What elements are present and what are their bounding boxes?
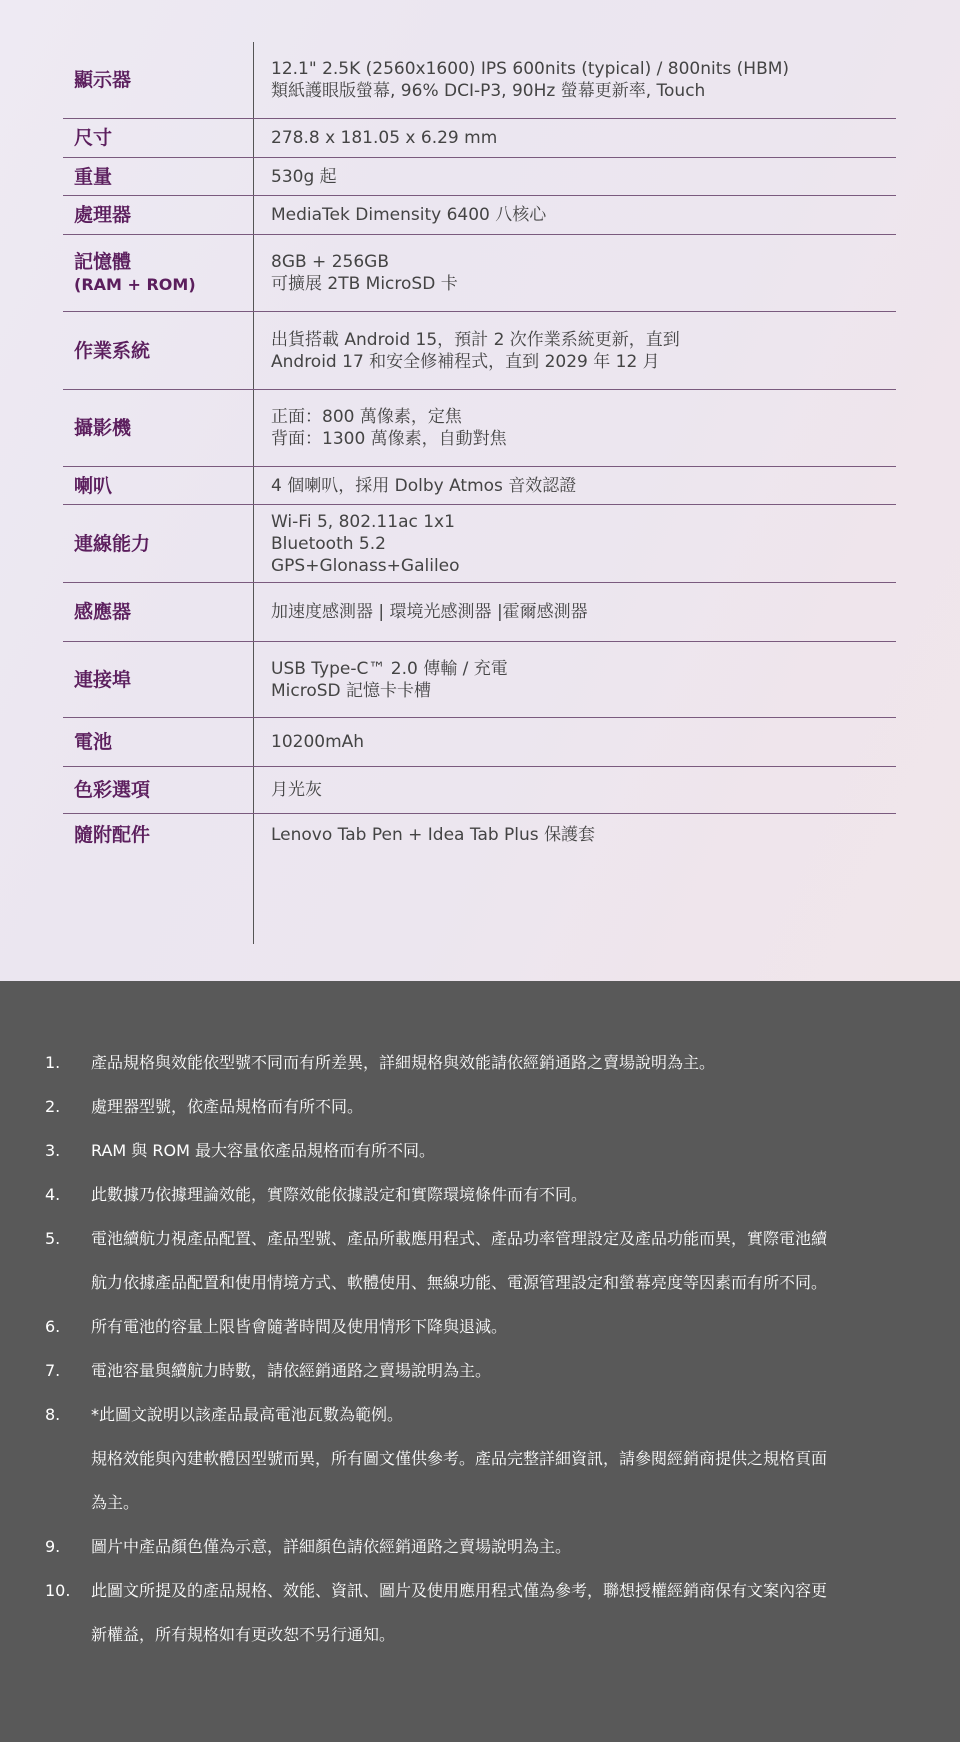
note-text: 此圖文所提及的產品規格、效能、資訊、圖片及使用應用程式僅為參考，聯想授權經銷商保有文案內容更 — [91, 1581, 828, 1600]
note-number: 2. — [45, 1097, 61, 1116]
note-text: 此數據乃依據理論效能，實際效能依據設定和實際環境條件而有不同。 — [91, 1185, 588, 1204]
spec-label — [63, 196, 253, 234]
spec-value — [253, 767, 896, 813]
note-text: 所有電池的容量上限皆會隨著時間及使用情形下降與退減。 — [91, 1317, 508, 1336]
note-text: 為主。 — [91, 1493, 140, 1512]
spec-label-text: 連接埠 — [74, 668, 132, 691]
spec-label-text: 感應器 — [74, 601, 132, 623]
note-number: 6. — [45, 1317, 61, 1336]
spec-label — [63, 390, 253, 466]
note-item — [45, 1349, 925, 1393]
spec-label-text: 重量 — [74, 165, 113, 188]
spec-row — [63, 467, 896, 505]
spec-value — [253, 158, 896, 195]
spec-value-line: Android 17 和安全修補程式，直到 2029 年 12 月 — [271, 351, 660, 372]
spec-label — [63, 235, 253, 311]
note-number: 8. — [45, 1405, 61, 1424]
note-number: 4. — [45, 1185, 61, 1204]
spec-row — [63, 119, 896, 158]
spec-label — [63, 312, 253, 389]
spec-value-line: Bluetooth 5.2 — [271, 533, 386, 554]
notes-list — [45, 1041, 925, 1657]
note-item — [45, 1569, 925, 1613]
spec-value-line: Lenovo Tab Pen + Idea Tab Plus 保護套 — [271, 825, 596, 845]
spec-value-line: 類紙護眼版螢幕, 96% DCI-P3, 90Hz 螢幕更新率, Touch — [271, 81, 706, 101]
note-number — [45, 1481, 91, 1525]
note-number — [45, 1437, 91, 1481]
note-text: 圖片中產品顏色僅為示意，詳細顏色請依經銷通路之賣場說明為主。 — [91, 1537, 572, 1556]
spec-label-text: 作業系統 — [74, 339, 151, 362]
spec-row — [63, 583, 896, 642]
spec-table — [63, 42, 896, 856]
notes-section — [0, 981, 960, 1742]
note-item — [45, 1393, 925, 1437]
note-item — [45, 1041, 925, 1085]
note-text: RAM 與 ROM 最大容量依產品規格而有所不同。 — [91, 1141, 435, 1160]
spec-label-text: 喇叭 — [74, 474, 113, 497]
spec-label-text: 記憶體 — [74, 251, 132, 273]
spec-value-line: 加速度感測器 | 環境光感測器 |霍爾感測器 — [271, 602, 588, 622]
spec-row — [63, 158, 896, 196]
note-item — [45, 1129, 925, 1173]
note-text: 電池容量與續航力時數，請依經銷通路之賣場說明為主。 — [91, 1361, 492, 1380]
spec-value-line: 4 個喇叭，採用 Dolby Atmos 音效認證 — [271, 475, 577, 496]
note-number: 9. — [45, 1537, 61, 1556]
spec-value — [253, 814, 896, 856]
spec-value — [253, 312, 896, 389]
note-text: 航力依據產品配置和使用情境方式、軟體使用、無線功能、電源管理設定和螢幕亮度等因素而有所不同。 — [91, 1273, 828, 1292]
spec-value — [253, 119, 896, 157]
note-item — [45, 1613, 925, 1657]
spec-value — [253, 42, 896, 118]
spec-label — [63, 467, 253, 504]
spec-value-line: 可擴展 2TB MicroSD 卡 — [271, 274, 458, 294]
spec-value-line: 10200mAh — [271, 732, 365, 752]
note-item — [45, 1173, 925, 1217]
note-number — [45, 1613, 91, 1657]
spec-value — [253, 196, 896, 234]
spec-value-line: 月光灰 — [271, 780, 322, 800]
spec-row — [63, 42, 896, 119]
note-number — [45, 1261, 91, 1305]
spec-label-text: 顯示器 — [74, 69, 132, 91]
spec-value-line: 530g 起 — [271, 166, 337, 187]
spec-label — [63, 767, 253, 813]
spec-value — [253, 467, 896, 504]
note-number: 5. — [45, 1229, 61, 1248]
spec-label — [63, 583, 253, 641]
spec-value — [253, 390, 896, 466]
spec-row — [63, 718, 896, 767]
spec-row — [63, 767, 896, 814]
note-text: 新權益，所有規格如有更改恕不另行通知。 — [91, 1625, 396, 1644]
note-item — [45, 1217, 925, 1261]
note-item — [45, 1085, 925, 1129]
note-text: 規格效能與內建軟體因型號而異，所有圖文僅供參考。產品完整詳細資訊，請參閱經銷商提供之規格頁面 — [91, 1449, 828, 1468]
spec-value-line: MicroSD 記憶卡卡槽 — [271, 680, 432, 701]
spec-row — [63, 642, 896, 718]
spec-label-text: 尺寸 — [74, 127, 113, 149]
note-item — [45, 1525, 925, 1569]
note-text: 電池續航力視產品配置、產品型號、產品所載應用程式、產品功率管理設定及產品功能而異，實際電池續 — [91, 1229, 828, 1248]
spec-row — [63, 235, 896, 312]
note-item — [45, 1437, 925, 1481]
spec-label — [63, 119, 253, 157]
spec-value-line: MediaTek Dimensity 6400 八核心 — [271, 205, 547, 225]
spec-label — [63, 814, 253, 856]
note-item — [45, 1481, 925, 1525]
spec-label — [63, 158, 253, 195]
spec-row — [63, 505, 896, 583]
spec-value — [253, 583, 896, 641]
spec-label — [63, 718, 253, 766]
spec-label-text: 處理器 — [74, 204, 132, 226]
spec-label — [63, 505, 253, 582]
spec-label-text: 連線能力 — [74, 532, 151, 555]
spec-value — [253, 642, 896, 717]
note-number: 10. — [45, 1581, 71, 1600]
spec-label-text: 色彩選項 — [74, 779, 151, 801]
note-number: 7. — [45, 1361, 61, 1380]
spec-value-line: USB Type-C™ 2.0 傳輸 / 充電 — [271, 658, 508, 679]
spec-row — [63, 312, 896, 390]
spec-row — [63, 814, 896, 856]
spec-value-line: 出貨搭載 Android 15，預計 2 次作業系統更新，直到 — [271, 329, 680, 350]
note-number: 3. — [45, 1141, 61, 1160]
spec-value-line: Wi-Fi 5, 802.11ac 1x1 — [271, 511, 455, 532]
spec-value-line: 背面：1300 萬像素，自動對焦 — [271, 429, 507, 449]
note-item — [45, 1261, 925, 1305]
spec-label-text: 電池 — [74, 731, 113, 753]
spec-label-sub: (RAM + ROM) — [74, 275, 196, 294]
spec-label — [63, 42, 253, 118]
note-item — [45, 1305, 925, 1349]
spec-value-line: 278.8 x 181.05 x 6.29 mm — [271, 128, 498, 148]
note-text: 產品規格與效能依型號不同而有所差異，詳細規格與效能請依經銷通路之賣場說明為主。 — [91, 1053, 716, 1072]
spec-label — [63, 642, 253, 717]
note-text: *此圖文說明以該產品最高電池瓦數為範例。 — [91, 1405, 404, 1424]
note-text: 處理器型號，依產品規格而有所不同。 — [91, 1097, 364, 1116]
spec-row — [63, 390, 896, 467]
spec-label-text: 攝影機 — [74, 417, 132, 439]
spec-value-line: GPS+Glonass+Galileo — [271, 555, 460, 576]
note-number: 1. — [45, 1053, 61, 1072]
spec-value — [253, 235, 896, 311]
spec-value — [253, 505, 896, 582]
spec-value-line: 正面：800 萬像素，定焦 — [271, 407, 462, 427]
spec-value — [253, 718, 896, 766]
spec-value-line: 8GB + 256GB — [271, 252, 389, 272]
spec-label-text: 隨附配件 — [74, 824, 151, 846]
spec-row — [63, 196, 896, 235]
spec-value-line: 12.1" 2.5K (2560x1600) IPS 600nits (typical) / 800nits (HBM) — [271, 59, 790, 79]
